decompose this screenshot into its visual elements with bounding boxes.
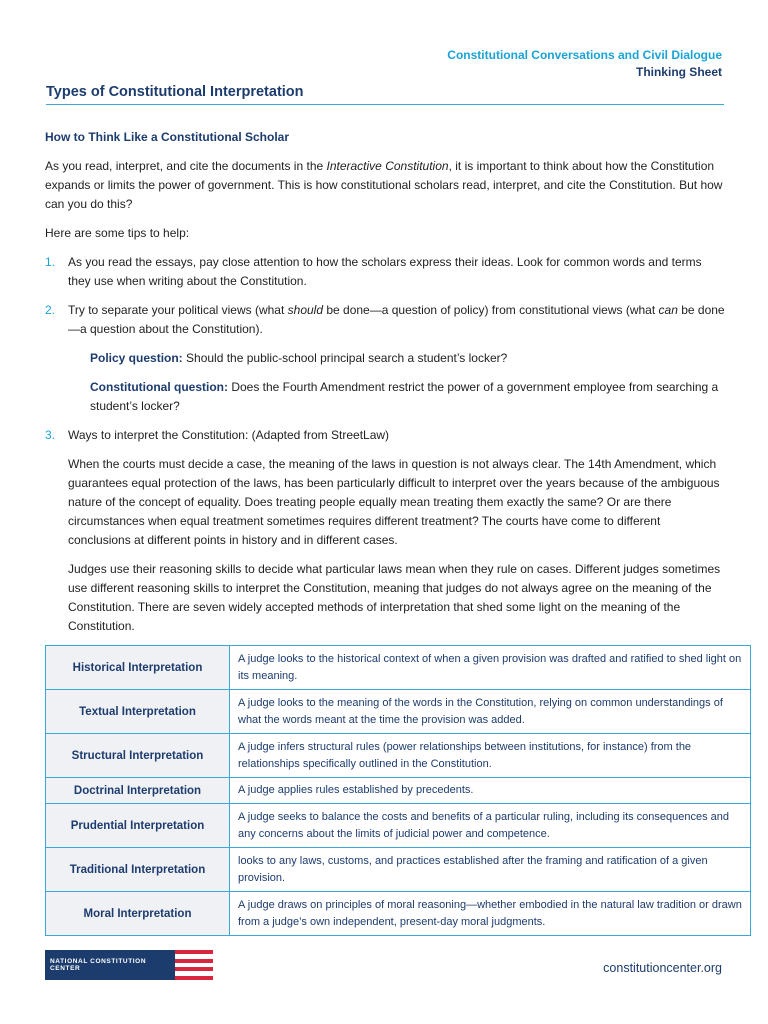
tip-number: 3. [45,428,56,442]
method-description: A judge looks to the historical context of when a given provision was drafted and ratified to shed light on its meaning. [230,646,751,690]
table-row [46,646,751,690]
method-name: Historical Interpretation [46,646,230,690]
policy-question-label: Policy question: [90,351,183,365]
method-description: A judge looks to the meaning of the words in the Constitution, relying on common understandings of what the words meant at the time the provision was added. [230,690,751,734]
method-description: A judge seeks to balance the costs and benefits of a particular ruling, including its consequences and any concerns about the limits of judicial power and competence. [230,804,751,848]
table-row [46,778,751,804]
table-row [46,734,751,778]
method-description: A judge applies rules established by precedents. [230,778,751,804]
tip-item [45,253,725,291]
method-description: A judge draws on principles of moral reasoning—whether embodied in the natural law tradition or drawn from a judge’s own independent, present-day moral judgments. [230,892,751,936]
tip-number: 1. [45,255,56,269]
table-row [46,804,751,848]
national-constitution-center-logo [45,950,213,980]
series-title: Constitutional Conversations and Civil Dialogue [447,48,722,62]
interpretation-paragraph: When the courts must decide a case, the meaning of the laws in question is not always clear. The 14th Amendment, which guarantees equal protection of the laws, has been particularly difficult to interpret over the years because of the ambiguous nature of the concept of equality. Does treating people equally mean treating them exactly the same? Or are there circumstances when equal treatment sometimes requires different treatment? The courts have come to different conclusions at different points in history and in different cases. [68,457,720,547]
tip-text: As you read the essays, pay close attention to how the scholars express their ideas. Look for common words and terms they use when writing about the Constitution. [68,255,702,288]
tip-item [45,426,725,445]
interpretation-paragraph: Judges use their reasoning skills to decide what particular laws mean when they rule on cases. Different judges sometimes use different reasoning skills to interpret the Constitution, meaning that judges do not always agree on the meaning of the Constitution. There are seven widely accepted methods of interpretation that shed some light on the meaning of the Constitution. [68,562,721,633]
section-heading: How to Think Like a Constitutional Scholar [45,130,290,144]
method-description: looks to any laws, customs, and practices established after the framing and ratification of a given provision. [230,848,751,892]
tip-item [45,301,725,339]
sheet-type: Thinking Sheet [635,65,722,79]
method-name: Moral Interpretation [46,892,230,936]
body-content [45,128,725,646]
page-title: Types of Constitutional Interpretation [46,84,304,100]
website-url: constitutioncenter.org [603,961,722,975]
interactive-constitution-title: Interactive Constitution [326,159,449,173]
logo-wordmark: NATIONAL CONSTITUTION CENTER [45,950,175,980]
intro-paragraph: As you read, interpret, and cite the documents in the Interactive Constitution, it is important to think about how the Constitution expands or limits the power of government. This is how constitutional scholars read, interpret, and cite the Constitution. But how can you do this? [45,159,723,211]
policy-question: Policy question: Should the public-school principal search a student’s locker? [90,351,508,365]
title-divider [46,104,724,105]
tips-intro: Here are some tips to help: [45,226,190,240]
tip-number: 2. [45,303,56,317]
table-row [46,848,751,892]
method-name: Prudential Interpretation [46,804,230,848]
method-description: A judge infers structural rules (power relationships between institutions, for instance) from the relationships specifically outlined in the Constitution. [230,734,751,778]
tip-text: Ways to interpret the Constitution: (Adapted from StreetLaw) [68,428,390,442]
flag-stripes-icon [175,950,213,980]
tip-text: Try to separate your political views (what should be done—a question of policy) from constitutional views (what can be done—a question about the Constitution). [68,303,725,336]
method-name: Traditional Interpretation [46,848,230,892]
method-name: Structural Interpretation [46,734,230,778]
method-name: Doctrinal Interpretation [46,778,230,804]
constitutional-question-label: Constitutional question: [90,380,228,394]
interpretation-methods-table [45,645,751,936]
table-row [46,892,751,936]
constitutional-question: Constitutional question: Does the Fourth Amendment restrict the power of a government employee from searching a student’s locker? [90,380,719,413]
table-row [46,690,751,734]
method-name: Textual Interpretation [46,690,230,734]
